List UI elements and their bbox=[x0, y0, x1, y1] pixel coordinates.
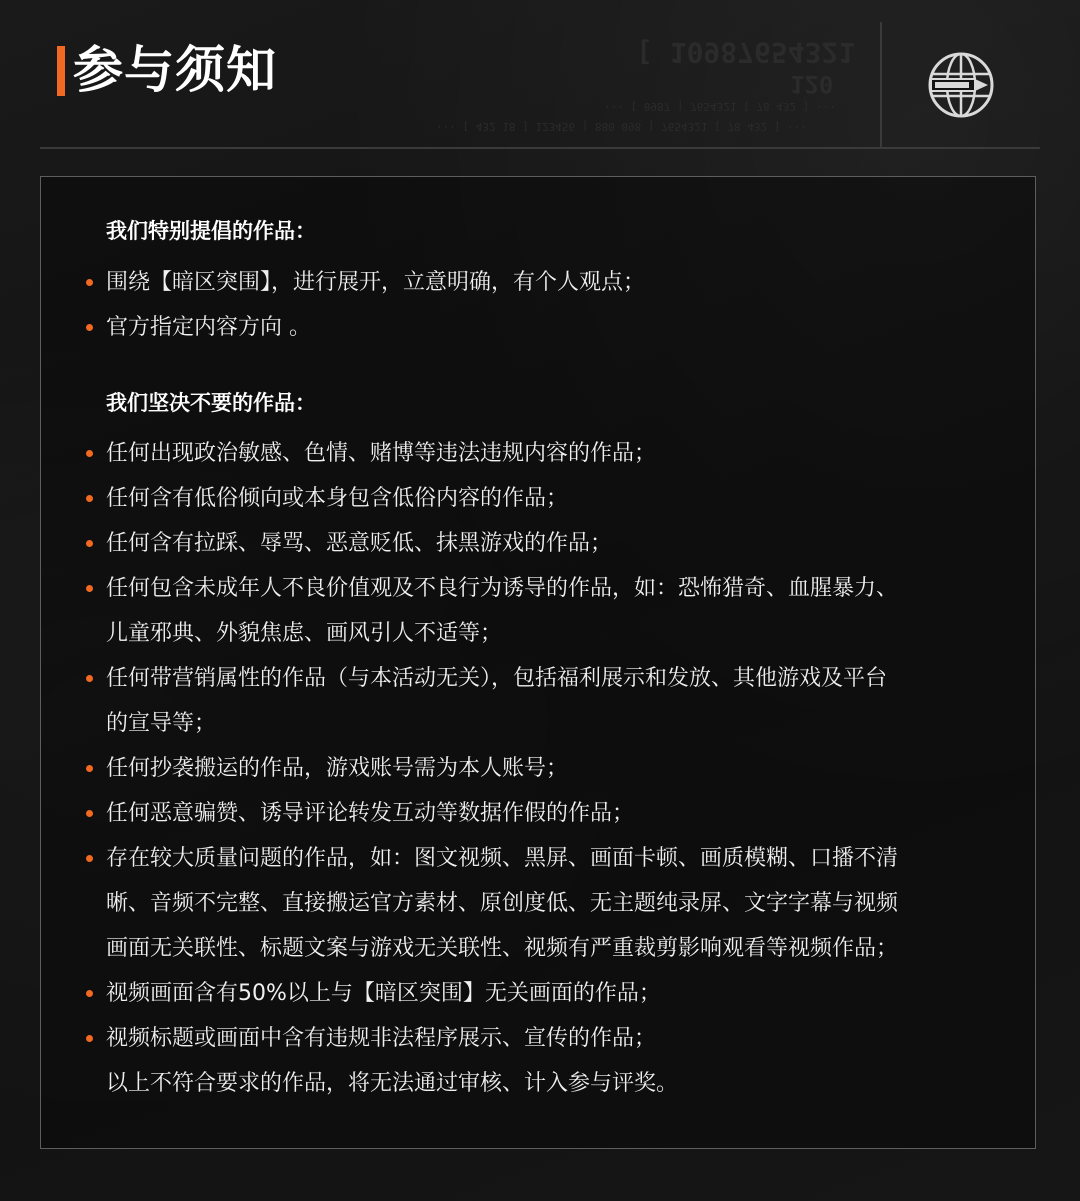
deco-code-medium: 120 bbox=[790, 70, 834, 98]
list-item: 视频画面含有50%以上与【暗区突围】无关画面的作品； bbox=[106, 971, 1016, 1016]
deco-code-long: ··· [ 432 18 ] 123456 | 880 098 | 7654321 [ 78 432 ] ··· bbox=[436, 120, 807, 133]
list-item: 视频标题或画面中含有违规非法程序展示、宣传的作品； bbox=[106, 1016, 1016, 1061]
list-item: 围绕【暗区突围】，进行展开，立意明确，有个人观点； bbox=[106, 260, 1016, 305]
list-item: 任何含有低俗倾向或本身包含低俗内容的作品； bbox=[106, 476, 1016, 521]
list-item: 任何出现政治敏感、色情、赌博等违法违规内容的作品； bbox=[106, 431, 1016, 476]
bullet-dot bbox=[86, 585, 93, 592]
bullet-dot bbox=[86, 765, 93, 772]
list-item: 官方指定内容方向 。 bbox=[106, 305, 1016, 350]
list-item: 任何包含未成年人不良价值观及不良行为诱导的作品，如：恐怖猎奇、血腥暴力、 儿童邪典、外貌焦虑、画风引人不适等； bbox=[106, 566, 1016, 656]
list-item: 任何恶意骗赞、诱导评论转发互动等数据作假的作品； bbox=[106, 791, 1016, 836]
bullet-dot bbox=[86, 540, 93, 547]
deco-code-large: [ 10987654321 bbox=[636, 36, 856, 69]
list-item: 任何含有拉踩、辱骂、恶意贬低、抹黑游戏的作品； bbox=[106, 521, 1016, 566]
list-item: 任何抄袭搬运的作品，游戏账号需为本人账号； bbox=[106, 746, 1016, 791]
list-item: 存在较大质量问题的作品，如：图文视频、黑屏、画面卡顿、画质模糊、口播不清 晰、音频不完整、直接搬运官方素材、原创度低、无主题纯录屏、文字字幕与视频 画面无关联性、标题文案与游戏无关联性、视频有严重裁剪影响观看等视频作品； bbox=[106, 836, 1016, 971]
bullet-dot bbox=[86, 855, 93, 862]
page-title: 参与须知 bbox=[73, 41, 277, 99]
bullet-dot bbox=[86, 450, 93, 457]
list-item: 任何带营销属性的作品（与本活动无关），包括福利展示和发放、其他游戏及平台 的宣导等； bbox=[106, 656, 1016, 746]
bullet-dot bbox=[86, 324, 93, 331]
bullet-dot bbox=[86, 810, 93, 817]
deco-code-small: ··· [ 0987 | 7654321 [ 78 432 ] ··· bbox=[604, 100, 836, 113]
bullet-dot bbox=[86, 495, 93, 502]
bullet-dot bbox=[86, 675, 93, 682]
prohibited-heading: 我们坚决不要的作品： bbox=[106, 391, 316, 415]
title-accent-bar bbox=[57, 46, 65, 96]
header bbox=[0, 0, 1080, 150]
header-divider-horizontal bbox=[40, 147, 1040, 149]
bullet-dot bbox=[86, 279, 93, 286]
footer-note: 以上不符合要求的作品，将无法通过审核、计入参与评奖。 bbox=[106, 1071, 679, 1096]
header-divider-vertical bbox=[880, 22, 882, 148]
encouraged-heading: 我们特别提倡的作品： bbox=[106, 219, 316, 243]
globe-bullet-icon bbox=[926, 50, 996, 120]
bullet-dot bbox=[86, 1035, 93, 1042]
bullet-dot bbox=[86, 990, 93, 997]
